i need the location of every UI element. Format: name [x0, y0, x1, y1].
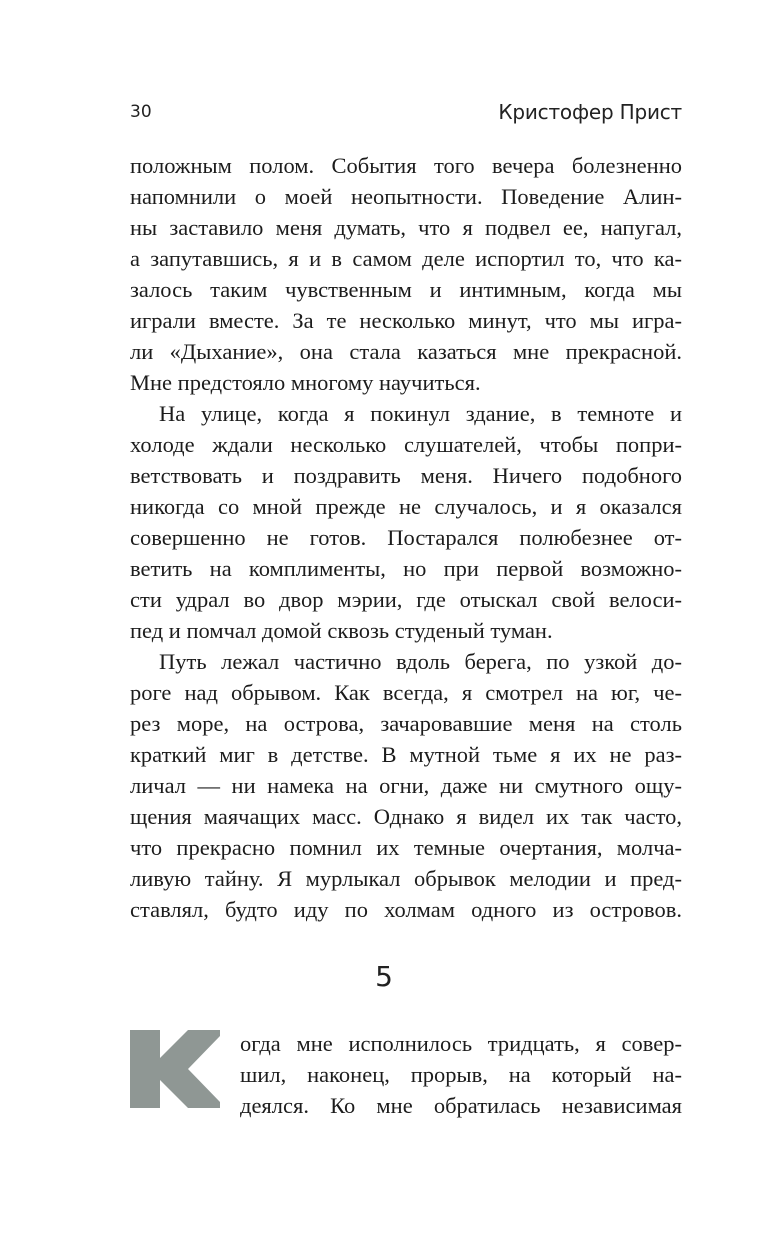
text-line: Мне предстояло многому научиться.: [130, 370, 481, 395]
text-line: краткий миг в детстве. В мутной тьме я их не раз-: [130, 742, 682, 767]
paragraph-1: [130, 150, 682, 398]
text-line: совершенно не готов. Постарался полюбезнее от-: [130, 525, 682, 550]
text-line: На улице, когда я покинул здание, в темноте и: [159, 401, 682, 426]
text-line: рез море, на острова, зачаровавшие меня на столь: [130, 711, 682, 736]
text-line: залось таким чувственным и интимным, когда мы: [130, 277, 682, 302]
text-line: а запутавшись, я и в самом деле испортил то, что ка-: [130, 246, 682, 271]
body-text: [130, 150, 682, 925]
text-line: положным полом. События того вечера болезненно: [130, 153, 682, 178]
text-line: огда мне исполнилось тридцать, я совер-: [240, 1031, 682, 1056]
text-line: ветить на комплименты, но при первой возможно-: [130, 556, 682, 581]
text-line: играли вместе. За те несколько минут, что мы игра-: [130, 308, 682, 333]
text-line: щения маячащих масс. Однако я видел их так часто,: [130, 804, 682, 829]
page-header: [130, 100, 682, 130]
text-line: никогда со мной прежде не случалось, и я оказался: [130, 494, 682, 519]
text-line: холоде ждали несколько слушателей, чтобы попри-: [130, 432, 682, 457]
paragraph-3: [130, 646, 682, 925]
page-number: 30: [130, 102, 152, 122]
text-line: личал — ни намека на огни, даже ни смутного ощу-: [130, 773, 682, 798]
chapter-number: 5: [375, 960, 393, 993]
text-line: ливую тайну. Я мурлыкал обрывок мелодии и пред-: [130, 866, 682, 891]
running-title: Кристофер Прист: [498, 100, 682, 124]
text-line: ли «Дыхание», она стала казаться мне прекрасной.: [130, 339, 682, 364]
text-line: напомнили о моей неопытности. Поведение Алин-: [130, 184, 682, 209]
text-line: роге над обрывом. Как всегда, я смотрел на юг, че-: [130, 680, 682, 705]
dropcap-letter: [130, 1030, 220, 1108]
text-line: ставлял, будто иду по холмам одного из островов.: [130, 897, 682, 922]
text-line: шил, наконец, прорыв, на который на-: [240, 1062, 682, 1087]
text-line: сти удрал во двор мэрии, где отыскал свой велоси-: [130, 587, 682, 612]
text-line: деялся. Ко мне обратилась независимая: [240, 1093, 682, 1118]
text-line: Путь лежал частично вдоль берега, по узкой до-: [159, 649, 682, 674]
paragraph-2: [130, 398, 682, 646]
text-line: ветствовать и поздравить меня. Ничего подобного: [130, 463, 682, 488]
chapter-text: [240, 1028, 682, 1121]
chapter-opening: [130, 1028, 682, 1128]
text-line: ны заставило меня думать, что я подвел ее, напугал,: [130, 215, 682, 240]
text-line: что прекрасно помнил их темные очертания, молча-: [130, 835, 682, 860]
text-line: пед и помчал домой сквозь студеный туман.: [130, 618, 553, 643]
